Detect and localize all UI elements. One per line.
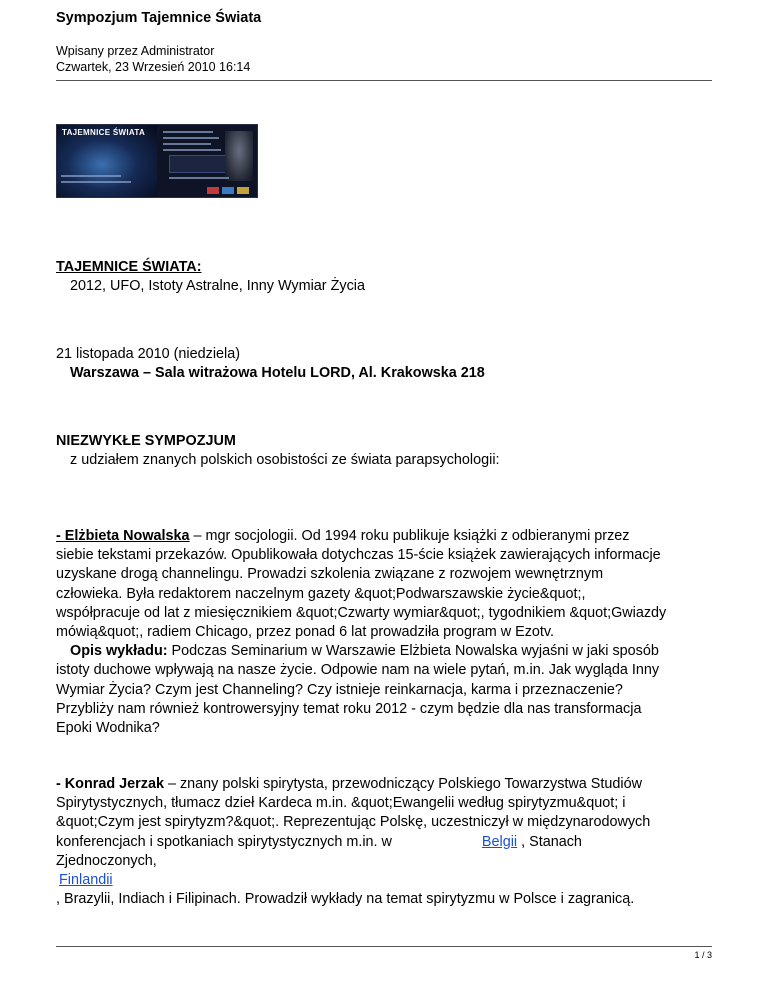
poster-text-line — [61, 175, 121, 177]
speaker-bio-line: , Brazylii, Indiach i Filipinach. Prowadził wykłady na temat spirytyzmu w Polsce i zagranicą. — [56, 891, 635, 908]
page-number: 1 / 3 — [694, 950, 712, 960]
speaker-jerzak — [56, 775, 716, 909]
event-venue: Warszawa – Sala witrażowa Hotelu LORD, Al. Krakowska 218 — [70, 365, 485, 382]
speaker-bio-line: człowieka. Była redaktorem naczelnym gazety &quot;Podwarszawskie życie&quot;, — [56, 585, 586, 602]
speaker-bio-text: – mgr socjologii. Od 1994 roku publikuje książki z odbieranymi przez — [189, 528, 630, 544]
poster-title: TAJEMNICE ŚWIATA — [62, 128, 146, 137]
lecture-text: Podczas Seminarium w Warszawie Elżbieta Nowalska wyjaśni w jaki sposób — [167, 643, 659, 660]
speaker-nowalska — [56, 527, 716, 738]
speaker-bio-line — [56, 871, 716, 890]
poster-text-line — [163, 143, 211, 145]
speaker-bio-line: &quot;Czym jest spirytyzm?&quot;. Reprezentując Polskę, uczestniczył w międzynarodowych — [56, 814, 651, 831]
speaker-bio-line — [56, 833, 716, 852]
event-poster-image — [56, 124, 258, 198]
footer-divider — [56, 946, 712, 947]
speaker-bio-line: mówią&quot;, radiem Chicago, przez ponad 6 lat prowadziła program w Ezotv. — [56, 624, 555, 641]
poster-logo — [222, 187, 234, 194]
poster-text-line — [61, 181, 131, 183]
speaker-bio-text: – znany polski spirytysta, przewodniczący Polskiego Towarzystwa Studiów — [163, 776, 642, 792]
finland-link[interactable]: Finlandii — [59, 872, 113, 889]
poster-portrait — [225, 131, 253, 181]
poster-text-line — [163, 131, 213, 133]
poster-logo — [207, 187, 219, 194]
poster-text-line — [163, 149, 221, 151]
speaker-bio-line: Spirytystycznych, tłumacz dzieł Kardeca m.in. &quot;Ewangelii według spirytyzmu&quot; i — [56, 795, 626, 812]
speaker-bio-line: Zjednoczonych, — [56, 852, 157, 869]
symposium-subtitle: z udziałem znanych polskich osobistości ze świata parapsychologii: — [70, 452, 500, 469]
lecture-line: Przybliży nam również kontrowersyjny temat roku 2012 - czym będzie dla nas transformacja — [56, 700, 642, 717]
lecture-line: Wymiar Życia? Czym jest Channeling? Czy istnieje reinkarnacja, karma i przeznaczenie? — [56, 681, 623, 698]
author-line: Wpisany przez Administrator — [56, 44, 215, 58]
speaker-name: - Konrad Jerzak — [56, 776, 164, 792]
date-line: Czwartek, 23 Wrzesień 2010 16:14 — [56, 60, 251, 74]
speaker-bio-text: konferencjach i spotkaniach spirytystycznych m.in. w — [56, 833, 392, 850]
document-title: Sympozjum Tajemnice Świata — [56, 10, 262, 26]
poster-text-line — [163, 137, 219, 139]
poster-logo — [237, 187, 249, 194]
intro-section — [56, 258, 716, 296]
lecture-line: istoty duchowe wpływają na nasze życie. Odpowie nam na wiele pytań, m.in. Jak wygląda Inny — [56, 662, 660, 679]
intro-title: TAJEMNICE ŚWIATA: — [56, 259, 202, 275]
speaker-bio-line — [56, 527, 716, 546]
event-section — [56, 345, 716, 383]
event-date: 21 listopada 2010 (niedziela) — [56, 346, 241, 362]
symposium-title: NIEZWYKŁE SYMPOZJUM — [56, 433, 236, 449]
poster-text-line — [169, 177, 229, 179]
speaker-bio-line: siebie tekstami przekazów. Opublikowała dotychczas 15-ście książek zawierających informacje — [56, 547, 661, 564]
speaker-bio-line: współpracuje od lat z miesięcznikiem &quot;Czwarty wymiar&quot;, tygodnikiem &quot;Gwiazdy — [56, 604, 667, 621]
lecture-line: Epoki Wodnika? — [56, 720, 160, 737]
lecture-line — [56, 642, 716, 661]
speaker-bio-line: uzyskane drogą channelingu. Prowadzi szkolenia związane z rozwojem wewnętrznym — [56, 566, 604, 583]
symposium-section — [56, 432, 716, 470]
intro-subtitle: 2012, UFO, Istoty Astralne, Inny Wymiar Życia — [70, 278, 365, 295]
belgium-link[interactable]: Belgii — [481, 833, 518, 850]
speaker-bio-text: , Stanach — [517, 833, 582, 850]
header-divider — [56, 80, 712, 81]
lecture-label: Opis wykładu: — [70, 643, 168, 660]
speaker-name: - Elżbieta Nowalska — [56, 528, 190, 544]
speaker-bio-line — [56, 775, 716, 794]
